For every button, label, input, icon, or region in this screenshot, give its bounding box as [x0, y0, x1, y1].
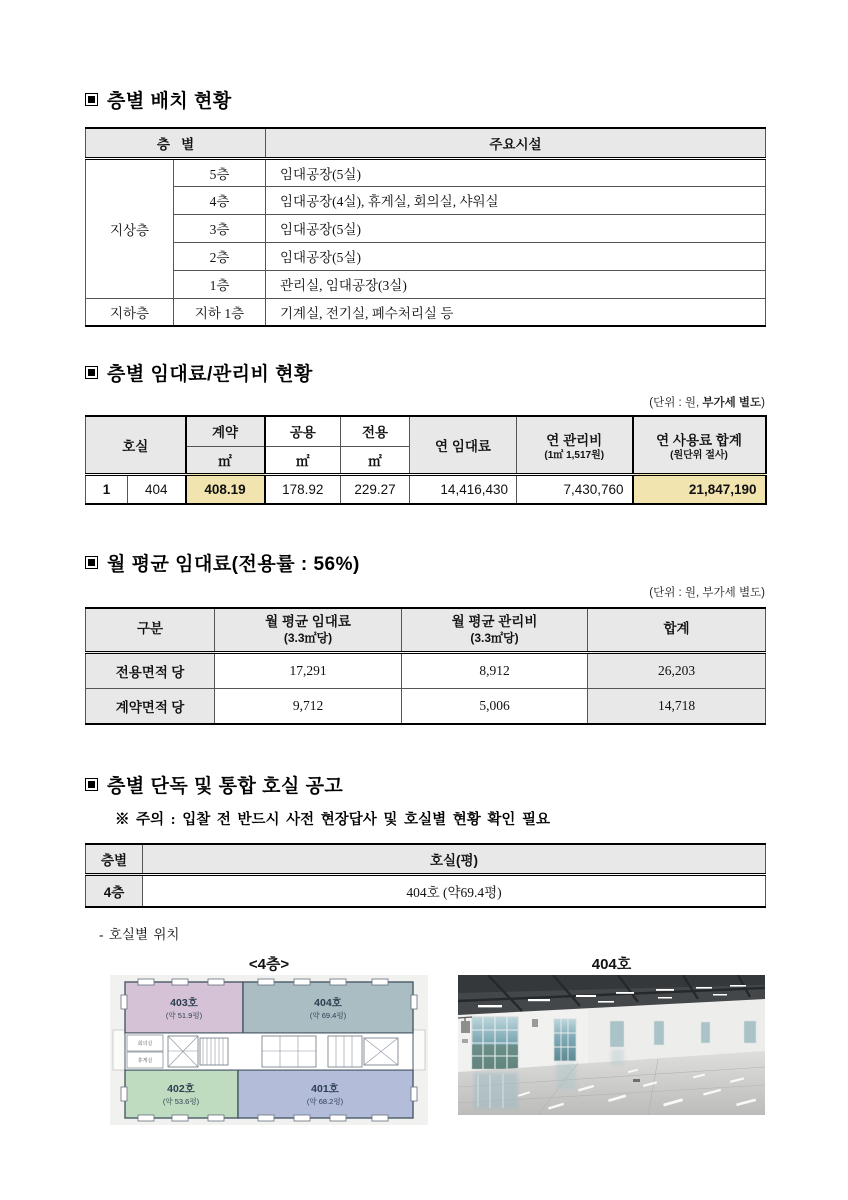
header-total-label: 연 사용료 합계 [656, 432, 742, 448]
table-row [86, 186, 766, 214]
cell-common-area: 178.92 [265, 474, 341, 504]
cell-category: 전용면적 당 [86, 652, 215, 688]
header-common: 공용 [265, 416, 341, 446]
header-sum: 합계 [588, 608, 766, 652]
table-header-row [86, 416, 766, 446]
cell-facility: 임대공장(5실) [266, 214, 766, 242]
cell-exclusive-area: 229.27 [341, 474, 410, 504]
cell-facility: 임대공장(4실), 휴게실, 회의실, 샤워실 [266, 186, 766, 214]
rent-table [85, 415, 767, 505]
section-title-notice [85, 771, 765, 798]
unit-note-bold: 부가세 별도 [702, 397, 762, 409]
cell-group-above: 지상층 [86, 158, 174, 298]
cell-floor: 4층 [174, 186, 266, 214]
table-row [86, 688, 766, 724]
cell-avg-rent: 17,291 [215, 652, 402, 688]
table-header-row [86, 128, 766, 158]
cell-avg-rent: 9,712 [215, 688, 402, 724]
table-row [86, 270, 766, 298]
room-area-404: (약 69.4평) [309, 1011, 347, 1020]
section-bullet-icon [85, 93, 98, 106]
room-area-403: (약 51.9평) [165, 1011, 203, 1020]
table-row [86, 242, 766, 270]
unit-note-suffix: ) [761, 397, 765, 409]
unit-note: (단위 : 원, 부가세 별도) [649, 587, 765, 599]
unit-note [85, 394, 765, 410]
header-annual-mgmt-label: 연 관리비 [546, 432, 603, 448]
photo-caption: 404호 [591, 956, 632, 973]
small-room-label: 휴게실 [137, 1058, 153, 1064]
section-bullet-inner [88, 96, 95, 103]
location-label: - 호실별 위치 [99, 927, 180, 942]
section-bullet-inner [88, 781, 95, 788]
header-avg-rent-label: 월 평균 임대료 [265, 613, 351, 629]
room-area-401: (약 68.2평) [306, 1097, 344, 1106]
table-header-row [86, 608, 766, 652]
cell-sum: 14,718 [588, 688, 766, 724]
cell-annual-mgmt: 7,430,760 [517, 474, 633, 504]
header-avg-rent [215, 608, 402, 652]
header-exclusive: 전용 [341, 416, 410, 446]
subheader-sqm-common: ㎡ [265, 446, 341, 474]
cell-facility: 임대공장(5실) [266, 158, 766, 186]
unit-note-prefix: (단위 : 원, [649, 397, 703, 409]
subheader-sqm-contract: ㎡ [186, 446, 265, 474]
room-area-402: (약 53.6평) [162, 1097, 200, 1106]
section-bullet-icon [85, 556, 98, 569]
header-facility: 주요시설 [266, 128, 766, 158]
header-total-sub: (원단위 절사) [670, 449, 728, 461]
floorplan-figure [110, 953, 428, 1125]
section-bullet-icon [85, 778, 98, 791]
cell-rooms: 404호 (약69.4평) [143, 874, 766, 907]
subheader-sqm-exclusive: ㎡ [341, 446, 410, 474]
cell-floor: 2층 [174, 242, 266, 270]
header-rooms: 호실(평) [143, 844, 766, 874]
header-floor: 층별 [86, 844, 143, 874]
small-room-label: 회의실 [137, 1041, 153, 1047]
section-title-text: 층별 단독 및 통합 호실 공고 [107, 776, 344, 797]
cell-floor: 3층 [174, 214, 266, 242]
header-annual-mgmt [517, 416, 633, 474]
header-avg-mgmt-label: 월 평균 관리비 [451, 613, 538, 629]
header-avg-mgmt-sub: (3.3㎡당) [470, 630, 519, 645]
section-title-text: 층별 배치 현황 [107, 91, 232, 112]
header-annual-mgmt-sub: (1㎡ 1,517원) [544, 449, 605, 461]
cell-avg-mgmt: 5,006 [402, 688, 588, 724]
cell-facility: 기계실, 전기실, 폐수처리실 등 [266, 298, 766, 326]
room-label-402: 402호 [167, 1083, 195, 1095]
cell-floor: 5층 [174, 158, 266, 186]
room-label-403: 403호 [170, 997, 198, 1009]
cell-annual-rent: 14,416,430 [410, 474, 517, 504]
header-category: 구분 [86, 608, 215, 652]
section-bullet-icon [85, 366, 98, 379]
section-bullet-inner [88, 559, 95, 566]
table-header-row [86, 844, 766, 874]
header-room: 호실 [86, 416, 186, 474]
section-title-text: 월 평균 임대료(전용률 : 56%) [107, 554, 360, 575]
average-table [85, 607, 766, 725]
room-photo-image [458, 975, 765, 1115]
cell-contract-area: 408.19 [186, 474, 265, 504]
cell-floor: 4층 [86, 874, 143, 907]
cell-row-number: 1 [86, 474, 128, 504]
section-title-floor-layout [85, 86, 765, 113]
document-content [85, 0, 765, 1125]
cell-facility: 임대공장(5실) [266, 242, 766, 270]
cell-sum: 26,203 [588, 652, 766, 688]
cell-floor: 1층 [174, 270, 266, 298]
cell-facility: 관리실, 임대공장(3실) [266, 270, 766, 298]
room-label-401: 401호 [311, 1083, 339, 1095]
cell-floor: 지하 1층 [174, 298, 266, 326]
cell-category: 계약면적 당 [86, 688, 215, 724]
table-row [86, 652, 766, 688]
notice-table [85, 843, 766, 908]
cell-room-number: 404 [128, 474, 186, 504]
caution-text: ※ 주의 : 입찰 전 반드시 사전 현장답사 및 호실별 현황 확인 필요 [115, 812, 550, 828]
section-title-average [85, 549, 765, 576]
table-row [86, 158, 766, 186]
cell-total-fee: 21,847,190 [633, 474, 766, 504]
table-row-basement [86, 298, 766, 326]
section-bullet-inner [88, 369, 95, 376]
header-annual-rent: 연 임대료 [410, 416, 517, 474]
photo-figure [458, 953, 765, 1115]
table-row [86, 214, 766, 242]
header-total [633, 416, 766, 474]
floor-layout-table [85, 127, 766, 327]
cell-avg-mgmt: 8,912 [402, 652, 588, 688]
table-row [86, 874, 766, 907]
section-title-text: 층별 임대료/관리비 현황 [107, 364, 313, 385]
floorplan-image [110, 975, 428, 1125]
section-title-rent [85, 359, 765, 386]
header-avg-rent-sub: (3.3㎡당) [283, 630, 333, 645]
cell-group-below: 지하층 [86, 298, 174, 326]
header-avg-mgmt [402, 608, 588, 652]
room-label-404: 404호 [314, 997, 342, 1009]
header-floor: 층 별 [86, 128, 266, 158]
header-contract: 계약 [186, 416, 265, 446]
table-data-row [86, 474, 766, 504]
floorplan-caption: <4층> [248, 956, 290, 973]
figures-row [85, 953, 765, 1125]
